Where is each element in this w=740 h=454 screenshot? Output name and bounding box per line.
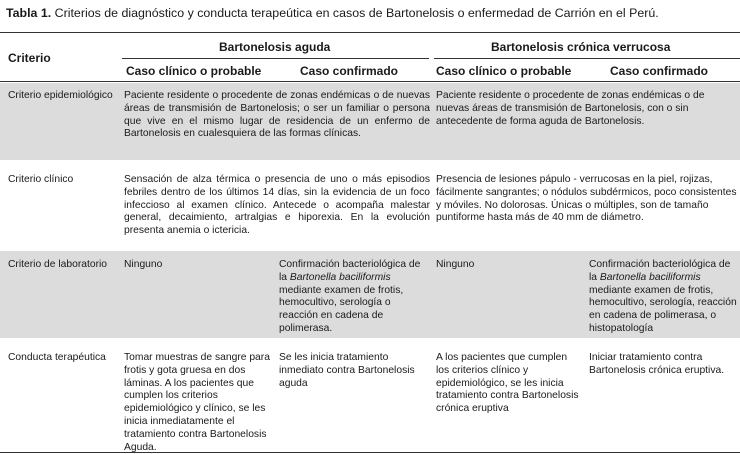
row-conducta-cronica-probable: A los pacientes que cumplen los criterios clínico y epidemiológico, se les inicia tratamiento contra Bartonelosis crónica eruptiva	[436, 352, 579, 415]
aguda-confirmado-text-post: mediante examen de frotis, hemocultivo, serología o reacción en cadena de polimerasa.	[279, 284, 404, 334]
row-conducta-aguda-confirmado: Se les inicia tratamiento inmediato contra Bartonelosis aguda	[279, 352, 415, 389]
cronica-group-rule	[434, 58, 740, 59]
row-laboratorio-aguda-confirmado	[279, 259, 429, 336]
header-criterio: Criterio	[8, 51, 51, 65]
cronica-confirmado-text-pre: Confirmación bacteriológica de la	[589, 259, 731, 283]
aguda-confirmado-species: Bartonella baciliformis	[289, 271, 391, 283]
table-caption	[6, 6, 659, 20]
header-bartonelosis-cronica: Bartonelosis crónica verrucosa	[491, 40, 671, 54]
table-label: Tabla 1.	[6, 6, 52, 20]
header-aguda-probable: Caso clínico o probable	[126, 64, 262, 78]
header-cronica-probable: Caso clínico o probable	[436, 64, 572, 78]
header-bartonelosis-aguda: Bartonelosis aguda	[219, 40, 331, 54]
row-clinico-criterio: Criterio clínico	[8, 174, 74, 185]
row-conducta-cronica-confirmado: Iniciar tratamiento contra Bartonelosis crónica eruptiva.	[589, 352, 725, 376]
row-laboratorio-criterio: Criterio de laboratorio	[8, 259, 108, 270]
row-epidemiologico-aguda-probable: Paciente residente o procedente de zonas endémicas o de nuevas áreas de transmisión de Bartonelosis; o ser un familiar o persona que vive en el mismo lugar de residencia de un enfermo de Bartonelosis en cualesquiera de las formas clínicas.	[124, 90, 430, 140]
table-top-rule	[0, 32, 740, 33]
table-bottom-rule	[0, 452, 740, 453]
row-laboratorio-cronica-confirmado	[589, 259, 739, 336]
row-clinico-cronica-probable: Presencia de lesiones pápulo - verrucosas en la piel, rojizas, fácilmente sangrantes; o nódulos subdérmicos, poco consistentes y móviles. No dolorosas. Únicas o múltiples, son de tamaño puntiforme hasta más de 40 mm de diámetro.	[436, 174, 737, 224]
header-bottom-rule	[0, 81, 740, 82]
header-aguda-confirmado: Caso confirmado	[300, 64, 399, 78]
aguda-confirmado-text-pre: Confirmación bacteriológica de la	[279, 259, 421, 283]
row-epidemiologico-cronica-probable: Paciente residente o procedente de zonas endémicas o de nuevas áreas de transmisión de Bartonelosis, con o sin antecedente de forma aguda de Bartonelosis.	[436, 90, 705, 127]
table-title: Criterios de diagnóstico y conducta terapeútica en casos de Bartonelosis o enfermedad de Carrión en el Perú.	[51, 6, 659, 20]
row-laboratorio-aguda-probable: Ninguno	[124, 259, 163, 270]
cronica-confirmado-text-post: mediante examen de frotis, hemocultivo, serología, reacción en cadena de polimerasa, o histopatología	[589, 284, 737, 334]
row-epidemiologico-criterio: Criterio epidemiológico	[8, 90, 113, 101]
aguda-group-rule	[122, 58, 429, 59]
row-conducta-aguda-probable: Tomar muestras de sangre para frotis y gota gruesa en dos láminas. A los pacientes que cumplen los criterios epidemiológico y clínico, se les inicia inmediatamente el tratamiento contra Bartonelosis Aguda.	[124, 352, 270, 453]
row-clinico-aguda-probable: Sensación de alza térmica o presencia de uno o más episodios febriles dentro de los últimos 14 días, sin la evidencia de un foco infeccioso al examen clínico. Antecede o acompaña malestar general, decaimiento, artralgias e hiporexia. En la evolución presenta anemia o ictericia.	[124, 174, 430, 237]
row-laboratorio-cronica-probable: Ninguno	[436, 259, 475, 270]
cronica-confirmado-species: Bartonella baciliformis	[599, 271, 701, 283]
header-cronica-confirmado: Caso confirmado	[610, 64, 709, 78]
row-conducta-criterio: Conducta terapéutica	[8, 352, 106, 363]
